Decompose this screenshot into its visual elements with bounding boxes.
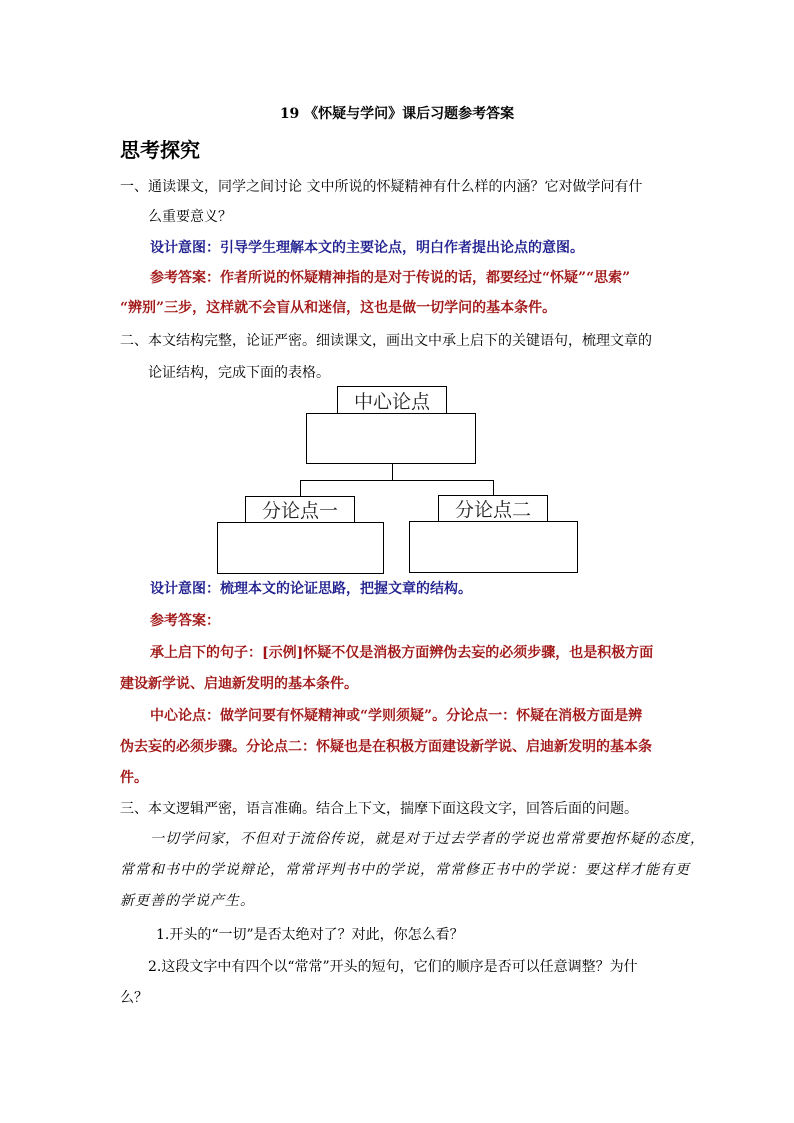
sub-point2-answer-box[interactable] <box>409 521 578 573</box>
q2-line2: 论证结构，完成下面的表格。 <box>148 365 330 381</box>
q3-quote-line2: 常常和书中的学说辩论，常常评判书中的学说，常常修正书中的学说：要这样才能有更 <box>120 862 690 878</box>
q2-line1: 二、本文结构完整，论证严密。细读课文，画出文中承上启下的关键语句，梳理文章的 <box>120 333 652 349</box>
q1-line1: 一、通读课文，同学之间讨论 文中所说的怀疑精神有什么样的内涵？它对做学问有什 <box>120 179 643 195</box>
connector-right <box>493 480 494 496</box>
q2-answer-p2-line2: 伪去妄的必须步骤。分论点二：怀疑也是在积极方面建设新学说、启迪新发明的基本条 <box>120 739 652 755</box>
connector-left <box>300 480 301 496</box>
q2-answer-p1-line2: 建设新学说、启迪新发明的基本条件。 <box>120 676 358 692</box>
q2-answer-p2-line3: 件。 <box>120 770 148 786</box>
q2-answer-p1-line1: 承上启下的句子：[示例]怀疑不仅是消极方面辨伪去妄的必须步骤，也是积极方面 <box>150 645 654 661</box>
q3-sub1: 1.开头的“一切”是否太绝对了？对此，你怎么看？ <box>156 927 464 943</box>
q3-sub2-line1: 2.这段文字中有四个以“常常”开头的短句，它们的顺序是否可以任意调整？为什 <box>148 959 638 975</box>
sub-point1-label: 分论点一 <box>261 500 338 522</box>
page-title: 19 《怀疑与学问》课后习题参考答案 <box>279 106 515 122</box>
q2-answer-p2-line1: 中心论点：做学问要有怀疑精神或“学则须疑”。分论点一：怀疑在消极方面是辨 <box>150 708 643 724</box>
q1-answer-line2: “辨别”三步，这样就不会盲从和迷信，这也是做一切学问的基本条件。 <box>120 300 557 316</box>
center-point-answer-box[interactable] <box>306 413 476 464</box>
sub-point2-label-box <box>438 495 548 522</box>
q3-quote-line1: 一切学问家，不但对于流俗传说，就是对于过去学者的学说也常常要抱怀疑的态度， <box>150 831 705 847</box>
connector-stem <box>392 464 393 480</box>
center-point-label-box <box>337 386 447 414</box>
center-point-label: 中心论点 <box>353 390 430 413</box>
q3-quote-line3: 新更善的学说产生。 <box>120 893 255 909</box>
q1-intent: 设计意图：引导学生理解本文的主要论点，明白作者提出论点的意图。 <box>150 240 584 256</box>
q3-sub2-line2: 么？ <box>120 990 148 1006</box>
q3-line1: 三、本文逻辑严密，语言准确。结合上下文，揣摩下面这段文字，回答后面的问题。 <box>120 801 638 817</box>
q2-intent: 设计意图：梳理本文的论证思路，把握文章的结构。 <box>150 581 472 597</box>
q2-answer-head: 参考答案： <box>150 613 220 629</box>
q1-answer-line1: 参考答案：作者所说的怀疑精神指的是对于传说的话，都要经过“怀疑”“思索” <box>150 270 631 286</box>
sub-point1-answer-box[interactable] <box>217 522 384 574</box>
sub-point1-label-box <box>245 496 355 523</box>
section-heading: 思考探究 <box>120 138 200 162</box>
connector-bar <box>300 480 493 481</box>
q1-line2: 么重要意义？ <box>148 209 232 225</box>
sub-point2-label: 分论点二 <box>454 499 531 521</box>
